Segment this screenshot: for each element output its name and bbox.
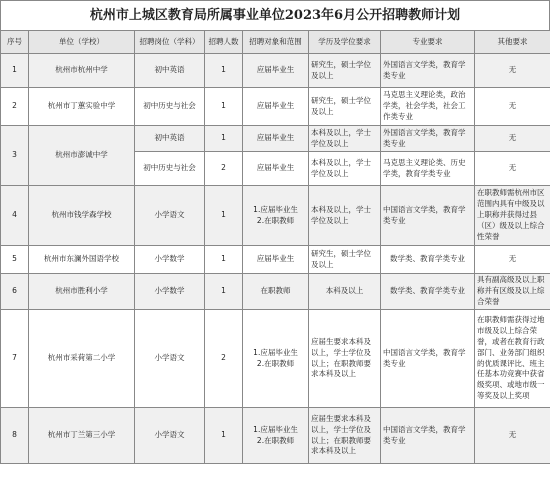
cell-count: 1 [205,274,243,310]
cell-post: 初中英语 [135,54,205,88]
cell-major: 中国语言文学类，教育学类专业 [381,310,475,408]
cell-post: 小学数学 [135,246,205,274]
cell-post: 小学语文 [135,186,205,246]
cell-target: 应届毕业生 [243,152,309,186]
table-row [1,408,550,464]
cell-edu: 研究生，硕士学位及以上 [309,54,381,88]
cell-target: 应届毕业生 [243,126,309,152]
table-row [1,54,550,88]
cell-edu: 本科及以上，学士学位及以上 [309,186,381,246]
page-title: 杭州市上城区教育局所属事业单位2023年6月公开招聘教师计划 [0,0,550,30]
cell-no: 5 [1,246,29,274]
cell-other: 无 [475,88,550,126]
table-row [1,310,550,408]
cell-unit: 杭州市丁兰第三小学 [29,408,135,464]
header-cell: 学历及学位要求 [309,31,381,54]
cell-edu: 研究生，硕士学位及以上 [309,88,381,126]
cell-other: 无 [475,54,550,88]
cell-post: 小学语文 [135,310,205,408]
cell-unit: 杭州市澎诚中学 [29,126,135,186]
cell-target: 1.应届毕业生 2.在职教师 [243,186,309,246]
cell-target: 在职教师 [243,274,309,310]
cell-major: 马克思主义理论类、历史学类，教育学类专业 [381,152,475,186]
cell-no: 4 [1,186,29,246]
cell-target: 1.应届毕业生 2.在职教师 [243,310,309,408]
table-row [1,186,550,246]
cell-count: 2 [205,152,243,186]
cell-count: 1 [205,246,243,274]
cell-edu: 本科及以上，学士学位及以上 [309,152,381,186]
header-cell: 序号 [1,31,29,54]
cell-major: 中国语言文学类，教育学类专业 [381,408,475,464]
cell-major: 数学类、教育学类专业 [381,274,475,310]
header-cell: 招聘人数 [205,31,243,54]
table-row [1,126,550,152]
cell-major: 中国语言文学类，教育学类专业 [381,186,475,246]
cell-count: 2 [205,310,243,408]
cell-other: 无 [475,126,550,152]
cell-major: 外国语言文学类，教育学类专业 [381,54,475,88]
table-row [1,88,550,126]
header-cell: 单位（学校） [29,31,135,54]
header-cell: 招聘对象和范围 [243,31,309,54]
cell-no: 3 [1,126,29,186]
cell-no: 6 [1,274,29,310]
cell-major: 马克思主义理论类，政治学类，社会学类，社会工作类专业 [381,88,475,126]
cell-other: 无 [475,152,550,186]
header-cell: 专业要求 [381,31,475,54]
header-cell: 其他要求 [475,31,550,54]
cell-target: 应届毕业生 [243,88,309,126]
cell-other: 无 [475,408,550,464]
cell-no: 2 [1,88,29,126]
cell-other: 具有副高级及以上职称并有区级及以上综合荣誉 [475,274,550,310]
cell-other: 无 [475,246,550,274]
cell-post: 初中历史与社会 [135,152,205,186]
cell-target: 1.应届毕业生 2.在职教师 [243,408,309,464]
cell-post: 小学语文 [135,408,205,464]
cell-other: 在职教师需获得过地市级及以上综合荣誉，或者在教育行政部门、业务部门组织的优质课评比、班主任基本功竞赛中获省级奖项、或地市级一等奖及以上奖项 [475,310,550,408]
cell-no: 1 [1,54,29,88]
table-row [1,274,550,310]
table-row [1,246,550,274]
cell-edu: 本科及以上，学士学位及以上 [309,126,381,152]
cell-count: 1 [205,88,243,126]
table-header-row [1,31,550,54]
cell-edu: 本科及以上 [309,274,381,310]
cell-unit: 杭州市钱学森学校 [29,186,135,246]
recruitment-table [0,30,550,464]
header-cell: 招聘岗位（学科） [135,31,205,54]
cell-post: 初中历史与社会 [135,88,205,126]
cell-major: 数学类、教育学类专业 [381,246,475,274]
cell-unit: 杭州市丁蕙实验中学 [29,88,135,126]
cell-edu: 应届生要求本科及以上，学士学位及以上；在职教师要求本科及以上 [309,408,381,464]
cell-edu: 研究生，硕士学位及以上 [309,246,381,274]
cell-post: 初中英语 [135,126,205,152]
cell-other: 在职教师需杭州市区范围内具有中级及以上职称并获得过县（区）级及以上综合性荣誉 [475,186,550,246]
cell-count: 1 [205,186,243,246]
cell-post: 小学数学 [135,274,205,310]
cell-edu: 应届生要求本科及以上，学士学位及以上；在职教师要求本科及以上 [309,310,381,408]
cell-unit: 杭州市杭州中学 [29,54,135,88]
cell-unit: 杭州市采荷第二小学 [29,310,135,408]
cell-unit: 杭州市东澜外国语学校 [29,246,135,274]
cell-major: 外国语言文学类，教育学类专业 [381,126,475,152]
cell-count: 1 [205,408,243,464]
cell-target: 应届毕业生 [243,54,309,88]
cell-count: 1 [205,126,243,152]
cell-count: 1 [205,54,243,88]
cell-target: 应届毕业生 [243,246,309,274]
cell-no: 7 [1,310,29,408]
cell-unit: 杭州市胜利小学 [29,274,135,310]
cell-no: 8 [1,408,29,464]
